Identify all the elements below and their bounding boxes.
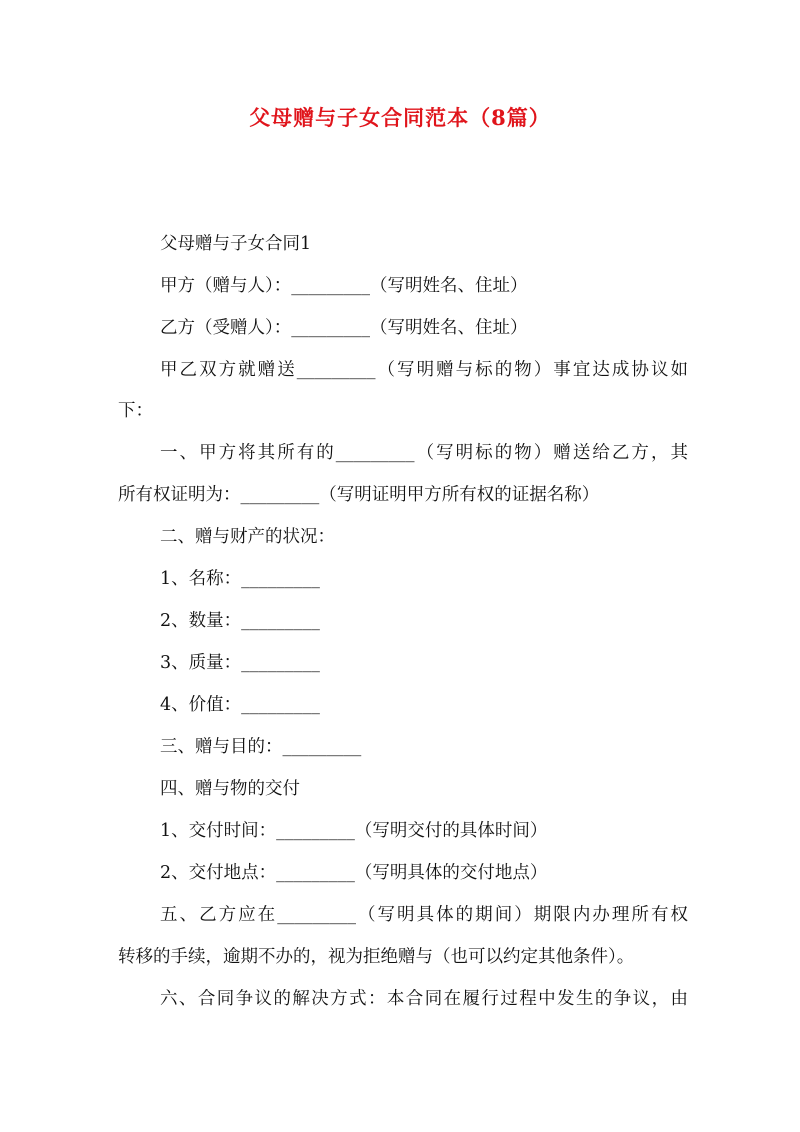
clause-4-heading: 四、赠与物的交付: [160, 779, 300, 799]
delivery-place-line: 2、交付地点：_________（写明具体的交付地点）: [160, 863, 548, 883]
clause-6-line: 六、合同争议的解决方式：本合同在履行过程中发生的争议，由: [160, 989, 688, 1009]
section-heading: 父母赠与子女合同1: [160, 234, 312, 254]
party-b-line: 乙方（受赠人）：_________（写明姓名、住址）: [160, 318, 528, 338]
delivery-time-line: 1、交付时间：_________（写明交付的具体时间）: [160, 821, 548, 841]
party-a-line: 甲方（赠与人）：_________（写明姓名、住址）: [160, 276, 528, 296]
property-name-line: 1、名称：_________: [160, 569, 320, 589]
clause-1-line: 一、甲方将其所有的_________（写明标的物）赠送给乙方，其: [160, 443, 688, 463]
clause-2-heading: 二、赠与财产的状况：: [160, 527, 335, 547]
property-quality-line: 3、质量：_________: [160, 653, 320, 673]
clause-3-line: 三、赠与目的：_________: [160, 737, 362, 757]
clause-5-continuation: 转移的手续，逾期不办的，视为拒绝赠与（也可以约定其他条件）。: [118, 947, 635, 967]
document-title: 父母赠与子女合同范本（8篇）: [249, 105, 551, 130]
agreement-intro-continuation: 下：: [118, 401, 153, 421]
agreement-intro-line: 甲乙双方就赠送_________（写明赠与标的物）事宜达成协议如: [160, 360, 688, 380]
clause-5-line: 五、乙方应在_________（写明具体的期间）期限内办理所有权: [160, 905, 688, 925]
property-value-line: 4、价值：_________: [160, 695, 320, 715]
property-quantity-line: 2、数量：_________: [160, 611, 320, 631]
clause-1-continuation: 所有权证明为：_________（写明证明甲方所有权的证据名称）: [118, 485, 600, 505]
